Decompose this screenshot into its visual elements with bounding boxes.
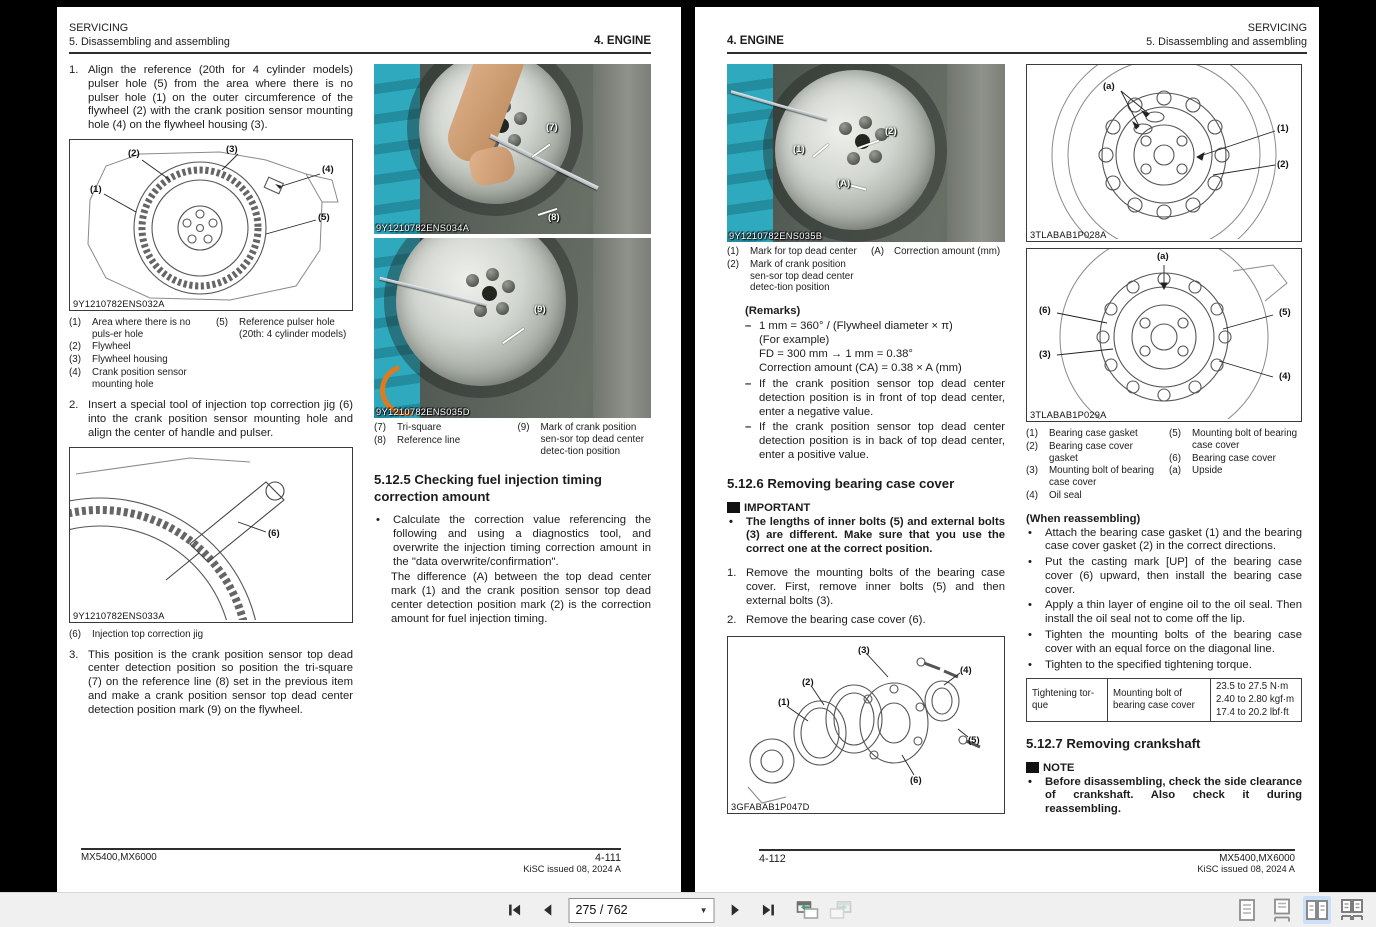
page-footer [759,849,1295,875]
header-subsection: 5. Disassembling and assembling [69,36,230,49]
next-view-button[interactable] [829,897,853,923]
previous-view-icon [797,901,819,919]
manual-page-left [57,7,681,893]
photo-9Y1210782ENS034A [374,64,651,234]
header-section: SERVICING [69,22,129,34]
section-title-5-12-6: 5.12.6 Removing bearing case cover [727,476,955,492]
facing-pages-layout-icon [1305,898,1329,922]
callout: (6) [910,775,922,787]
callout: (5) [318,211,330,223]
callout: (9) [534,304,546,316]
photo-caption: 9Y1210782ENS034A [376,223,470,234]
footer-model: MX5400,MX6000 [1219,853,1295,864]
manual-page-right: 4. ENGINE SERVICING 5. Disassembling and assembling (1) (2) (A) 9Y1210782ENS035B (1) Mark for top dead center (2) Mark of crank position sen-sor top dead center detec-tion position (A) Correction amount (mm) (Remarks) – 1 mm = 360° / (Flywheel diameter × π) (For example) FD = 300 mm → 1 mm = 0.38° Correction amount (CA) = 0.38 × A (mm) – If the crank position sensor top dead center detection position is in front of top dead center, enter a negative value. – If the crank position sensor top dead center detection position is in back of top dead center, enter a positive value. 5.12.6 Removing bearing case cover IMPORTANT • The lengths of inner bolts (5) and external bolts (3) are different. Make sure that you use the correct one at the correct position. 1. Remove the mounting bolts of the bearing case cover. First, remove inner bolts (5) and then external bolts (3). 2. Remove the bearing case cover (6). (1) (2) (3) (4) (5) (6) 3GFABAB1P047D (a) (1) (2) 3TLABAB1P028A (a) (6) (3) (5) (4) 3TLABAB1P029A (1) Bearing case gasket (2) Bearing case cover gasket (3) Mounting bolt of bearing case cover (4) Oil seal (5) Mounting bolt of bearing case cover (6) Bearing case cover (a) Upside (When reassembling) • Attach the bearing case gasket (1) and the bearing case cover gasket (2) in the correct directions. • Put the casting mark [UP] of the bearing case cover (6) upward, then install the bearing case cover. • Apply a thin layer of engine oil to the oil seal. Then install the oil seal not to come off the lip. • Tighten the mounting bolts of the bearing case cover with an equal force on the diagonal line. • Tighten to the specified tightening torque. Tightening tor-que Mounting bolt of bearing case cover 23.5 to 27.5 N·m 2.40 to 2.80 kgf·m 17.4 to 20.2 lbf·ft 5.12.7 Removing crankshaft NOTE • Before disassembling, check the side clearance of crankshaft. Also check it during reassembling. 4-112 MX5400,MX6000 KiSC issued 08, 2024 A [695,7,1319,893]
next-view-icon [830,901,852,919]
legend-photo035b: (1) Mark for top dead center (2) Mark of crank position sen-sor top dead center detec-tion position (A) Correction amount (mm) [727,246,1001,294]
figure-caption: 9Y1210782ENS033A [73,610,165,621]
photo-caption: 9Y1210782ENS035D [376,407,470,418]
callout: (1) [793,144,805,156]
bearing-case-exploded-drawing [728,637,1004,811]
footer-page-number: 4-112 [759,853,786,865]
engine-housing [593,238,651,418]
torque-table-values: 23.5 to 27.5 N·m 2.40 to 2.80 kgf·m 17.4 to 20.2 lbf·ft [1211,679,1302,722]
page-number-combobox[interactable] [569,898,715,923]
callout: (1) [90,183,102,195]
callout: (1) [778,697,790,709]
torque-table-item: Mounting bolt of bearing case cover [1108,679,1211,722]
callout: (a) [1157,251,1169,263]
last-page-icon [761,902,777,918]
section-5-12-5-bullet: • Calculate the correction value referencing the following and using a diagnostics tool, and overwrite the injection timing correction amount in the "data overwrite/confirmation". [376,514,651,568]
callout: (3) [1039,349,1051,361]
callout: (2) [1277,159,1289,171]
next-page-icon [728,902,744,918]
previous-page-button[interactable] [536,897,560,923]
figure-3TLABAB1P029A [1026,248,1302,422]
section-5-12-5-continuation: The difference (A) between the top dead center mark (1) and the crank position sensor top dead center detection position mark (2) is the correction amount for fuel injection timing. [391,571,651,625]
figure-3GFABAB1P047D [727,636,1005,814]
figure-caption: 3TLABAB1P028A [1030,230,1107,241]
callout: (5) [968,735,980,747]
section-title-5-12-7: 5.12.7 Removing crankshaft [1026,736,1201,752]
callout: (4) [322,163,334,175]
figure-9Y1210782ENS032A [69,139,353,311]
facing-pages-layout-button[interactable] [1303,896,1331,924]
figure-9Y1210782ENS033A [69,447,353,623]
single-page-layout-button[interactable] [1233,896,1261,924]
bearing-case-front-drawing [1027,65,1301,239]
torque-table-label: Tightening tor-que [1027,679,1108,722]
reassembling-bullet: Attach the bearing case gasket (1) and the bearing case cover gasket (2) in the correct directions. [1045,526,1302,553]
facing-continuous-layout-button[interactable] [1338,896,1366,924]
continuous-layout-icon [1271,898,1293,922]
reassembling-title: (When reassembling) [1026,512,1141,525]
legend-photos: (7) Tri-square (8) Reference line (9) Mark of crank position sen-sor top dead center detec-tion position [374,422,644,457]
callout: (a) [1103,81,1115,93]
header-section: SERVICING [1247,22,1307,34]
reassembling-bullet: Put the casting mark [UP] of the bearing case cover (6) upward, then install the bearing case cover. [1045,556,1302,596]
callout: (3) [858,645,870,657]
reassembling-bullet: Tighten to the specified tightening torque. [1045,658,1252,671]
step-1: 1. Remove the mounting bolts of the bearing case cover. First, remove inner bolts (5) and then external bolts (3). [727,567,1005,607]
important-label: IMPORTANT [727,502,1005,514]
legend-fig033: (6) Injection top correction jig [69,628,204,640]
engine-stand [374,64,420,234]
last-page-button[interactable] [757,897,781,923]
flywheel-alignment-drawing [70,140,352,308]
bearing-case-cover-drawing [1027,249,1301,419]
photo-9Y1210782ENS035D [374,238,651,418]
section-title-5-12-5: 5.12.5 Checking fuel injection timing correction amount [374,472,602,504]
header-chapter: 4. ENGINE [594,35,651,48]
callout: (4) [960,665,972,677]
continuous-layout-button[interactable] [1268,896,1296,924]
step-3: 3. This position is the crank position sensor top dead center detection position so position the tri-square (7) on the reference line (8) set in the previous item and make a crank position sensor top dead center detection position mark (9) on the flywheel. [69,648,353,716]
callout: (1) [1277,123,1289,135]
footer-page-number: 4-111 [594,852,621,864]
first-page-icon [507,902,523,918]
header-subsection: 5. Disassembling and assembling [1146,36,1307,49]
figure-caption: 3TLABAB1P029A [1030,410,1107,421]
note-text: • Before disassembling, check the side clearance of crankshaft. Also check it during reassembling. [1028,775,1302,816]
page-header [727,21,1307,54]
legend-fig029: (1) Bearing case gasket (2) Bearing case cover gasket (3) Mounting bolt of bearing case cover (4) Oil seal (5) Mounting bolt of bearing case cover (6) Bearing case cover (a) Upside [1026,428,1298,501]
remarks-block: (Remarks) – 1 mm = 360° / (Flywheel diameter × π) (For example) FD = 300 mm → 1 mm = 0.38° Correction amount (CA) = 0.38 × A (mm) – If the crank position sensor top dead center detection position is in front of top dead center, enter a negative value. – If the crank position sensor top dead center detection position is in back of top dead center, enter a positive value. [745,305,1005,462]
viewer-toolbar [0,892,1376,927]
figure-caption: 9Y1210782ENS032A [73,298,165,309]
engine-housing [593,64,651,234]
callout: (5) [1279,307,1291,319]
facing-continuous-layout-icon [1340,898,1364,922]
callout: (6) [268,527,280,539]
callout: (2) [128,147,140,159]
footer-model: MX5400,MX6000 [81,852,157,863]
callout: (6) [1039,305,1051,317]
page-header [69,21,651,54]
chevron-down-icon: ▼ [699,905,708,915]
step-2: 2. Remove the bearing case cover (6). [727,614,926,627]
correction-jig-drawing [70,448,352,620]
callout: (8) [548,212,560,224]
page-footer [81,848,621,875]
note-label: NOTE [1026,762,1302,774]
photo-caption: 9Y1210782ENS035B [729,231,823,242]
previous-view-button[interactable] [796,897,820,923]
footer-issued: KiSC issued 08, 2024 A [1197,864,1295,874]
callout: (3) [226,143,238,155]
callout: (2) [802,677,814,689]
callout: (A) [837,178,851,190]
figure-3TLABAB1P028A [1026,64,1302,242]
photo-9Y1210782ENS035B [727,64,1005,242]
footer-issued: KiSC issued 08, 2024 A [523,864,621,874]
black-square-icon [727,502,740,513]
header-chapter: 4. ENGINE [727,35,784,48]
step-1: 1. Align the reference (20th for 4 cylinder models) pulser hole (5) from the area where there is no pulser hole (1) on the outer circumference of the flywheel (2) with the crank position sensor mounting hole (4) on the flywheel housing (3). [69,64,353,132]
step-2: 2. Insert a special tool of injection top correction jig (6) into the crank position sensor mounting hole and align the center of handle and pulser. [69,399,353,440]
page-layout-controls [1233,893,1366,927]
callout: (7) [546,122,558,134]
reassembling-bullet: Tighten the mounting bolts of the bearing case cover with an equal force on the diagonal line. [1045,629,1302,655]
reassembling-bullet: Apply a thin layer of engine oil to the oil seal. Then install the oil seal not to come off the lip. [1045,599,1302,626]
remarks-title: (Remarks) [745,305,801,318]
black-square-icon [1026,762,1039,773]
previous-page-icon [540,902,556,918]
engine-housing [947,64,1005,242]
single-page-layout-icon [1236,898,1258,922]
page-navigation [503,893,853,927]
torque-table [1026,678,1302,722]
next-page-button[interactable] [724,897,748,923]
legend-fig032: (1) Area where there is no puls-er hole (2) Flywheel (3) Flywheel housing (4) Crank position sensor mounting hole (5) Reference pulser hole (20th: 4 cylinder models) [69,316,347,390]
page-number-value: 275 / 762 [575,903,628,917]
callout: (4) [1279,371,1291,383]
important-text: • The lengths of inner bolts (5) and external bolts (3) are different. Make sure that you use the correct one at the correct position. [729,515,1005,556]
callout: (2) [885,126,897,138]
first-page-button[interactable] [503,897,527,923]
figure-caption: 3GFABAB1P047D [731,802,810,813]
